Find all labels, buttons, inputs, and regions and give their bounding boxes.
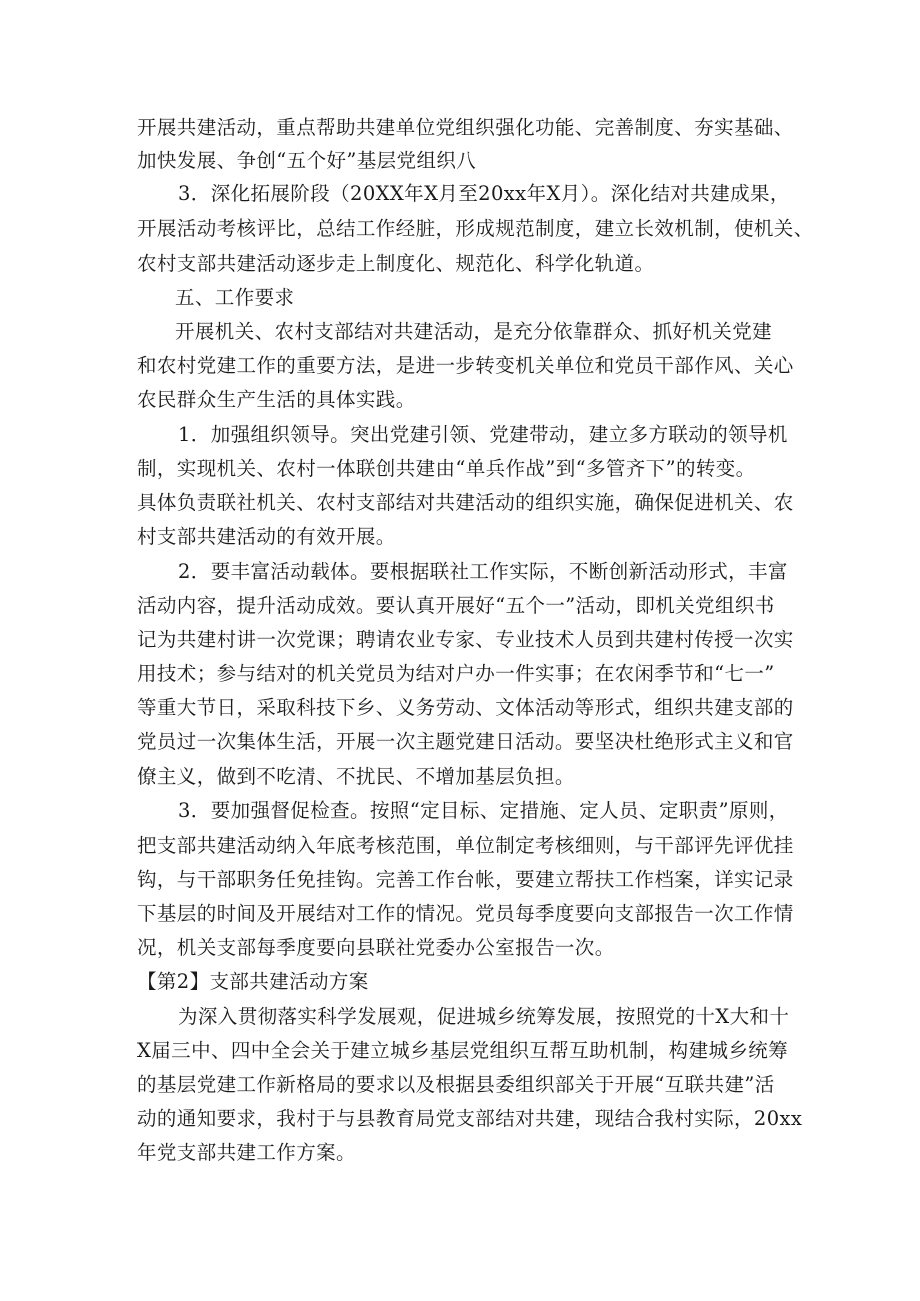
text-line: 把支部共建活动纳入年底考核范围，单位制定考核细则，与干部评先评优挂 — [137, 834, 794, 857]
text-line: 村支部共建活动的有效开展。 — [137, 525, 396, 548]
text-line: 加快发展、争创“五个好”基层党组织八 — [137, 149, 477, 172]
text-line: 制，实现机关、农村一体联创共建由“单兵作战”到“多管齐下”的转变。 — [137, 457, 756, 480]
text-line: 钩，与干部职务任免挂钩。完善工作台帐，要建立帮扶工作档案，详实记录 — [137, 868, 794, 891]
text-line: 开展共建活动，重点帮助共建单位党组织强化功能、完善制度、夯实基础、 — [137, 116, 794, 139]
text-line: 等重大节日，采取科技下乡、义务劳动、文体活动等形式，组织共建支部的 — [137, 696, 794, 719]
text-line: 3．要加强督促检查。按照“定目标、定措施、定人员、定职责”原则， — [178, 799, 789, 822]
text-line: 具体负责联社机关、农村支部结对共建活动的组织实施，确保促进机关、农 — [137, 491, 794, 514]
text-line: 党员过一次集体生活，开展一次主题党建日活动。要坚决杜绝形式主义和官 — [137, 730, 794, 753]
text-line: 3．深化拓展阶段（20XX年X月至20xx年X月）。深化结对共建成果， — [178, 182, 790, 205]
text-line: 开展机关、农村支部结对共建活动，是充分依靠群众、抓好机关党建 — [175, 320, 773, 343]
text-line: 的基层党建工作新格局的要求以及根据县委组织部关于开展“互联共建”活 — [137, 1073, 775, 1096]
text-line: 用技术；参与结对的机关党员为结对户办一件实事；在农闲季节和“七一” — [137, 662, 775, 685]
text-line: 1．加强组织领导。突出党建引领、党建带动，建立多方联动的领导机 — [178, 423, 788, 446]
text-line: 开展活动考核评比，总结工作经脏，形成规范制度，建立长效机制，使机关、 — [137, 217, 814, 240]
text-line: 记为共建村讲一次党课；聘请农业专家、专业技术人员到共建村传授一次实 — [137, 628, 794, 651]
text-line: 和农村党建工作的重要方法，是进一步转变机关单位和党员干部作风、关心 — [137, 354, 794, 377]
text-line: 动的通知要求，我村于与县教育局党支部结对共建，现结合我村实际，20xx — [137, 1107, 803, 1130]
text-line: 僚主义，做到不吃清、不扰民、不增加基层负担。 — [137, 765, 575, 788]
section-heading: 五、工作要求 — [175, 286, 295, 309]
text-line: X届三中、四中全会关于建立城乡基层党组织互帮互助机制，构建城乡统筹 — [137, 1039, 789, 1062]
text-line: 下基层的时间及开展结对工作的情况。党员每季度要向支部报告一次工作情 — [137, 902, 794, 925]
text-line: 年党支部共建工作方案。 — [137, 1141, 356, 1164]
text-line: 况，机关支部每季度要向县联社党委办公室报告一次。 — [137, 936, 615, 959]
text-line: 活动内容，提升活动成效。要认真开展好“五个一”活动，即机关党组织书 — [137, 594, 775, 617]
text-line: 为深入贯彻落实科学发展观，促进城乡统筹发展，按照党的十X大和十 — [178, 1005, 790, 1028]
text-line: 农村支部共建活动逐步走上制度化、规范化、科学化轨道。 — [137, 252, 655, 275]
text-line: 农民群众生产生活的具体实践。 — [137, 388, 416, 411]
section-heading: 【第2】支部共建活动方案 — [137, 970, 369, 993]
text-line: 2．要丰富活动载体。要根据联社工作实际，不断创新活动形式，丰富 — [178, 560, 788, 583]
